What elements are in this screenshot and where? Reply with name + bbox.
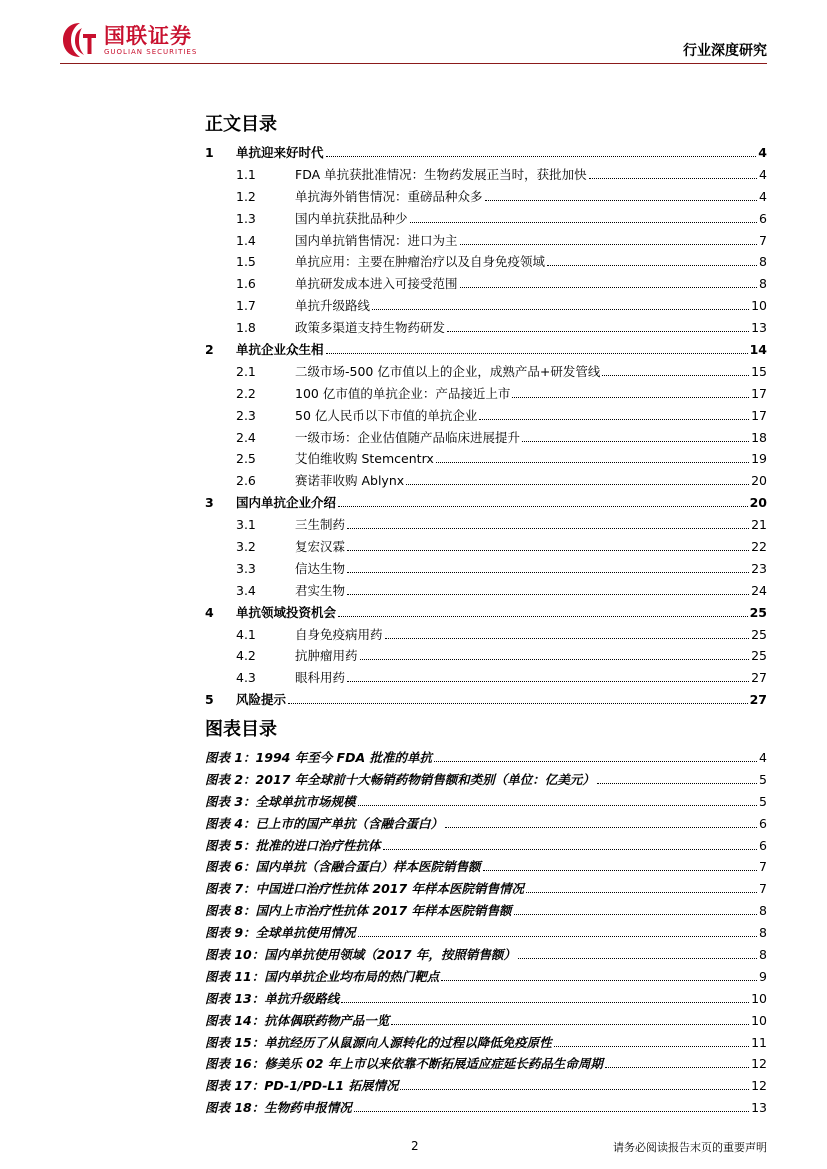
toc-entry-number: 3.4	[236, 582, 256, 598]
toc-entry-number: 1.4	[236, 232, 256, 248]
toc-entry-page: 15	[751, 363, 767, 379]
logo-english-name: GUOLIAN SECURITIES	[104, 47, 198, 56]
figure-entry-title: 图表 14：抗体偶联药物产品一览	[205, 1012, 390, 1028]
toc-entry-page: 14	[749, 342, 767, 358]
dot-leader	[347, 594, 749, 595]
toc-entry[interactable]	[205, 690, 767, 712]
toc-entry[interactable]	[205, 668, 767, 690]
toc-entry[interactable]	[205, 274, 767, 296]
figure-entry-title: 图表 17：PD-1/PD-L1 拓展情况	[205, 1078, 399, 1094]
dot-leader	[347, 681, 749, 682]
figure-entry-page: 12	[751, 1056, 767, 1072]
toc-entry-title: 艾伯维收购 Stemcentrx	[295, 451, 434, 467]
figure-entry[interactable]	[205, 1054, 767, 1076]
toc-entry-number: 1.7	[236, 298, 256, 314]
toc-entry-title: 国内单抗企业介绍	[236, 495, 337, 511]
toc-entry-title: 赛诺菲收购 Ablynx	[295, 473, 405, 489]
dot-leader	[512, 397, 749, 398]
disclaimer-note: 请务必阅读报告末页的重要声明	[613, 1141, 767, 1154]
toc-entry-number: 1	[205, 145, 214, 160]
dot-leader	[597, 783, 757, 784]
toc-entry-number: 2	[205, 342, 214, 358]
dot-leader	[441, 980, 757, 981]
dot-leader	[288, 703, 748, 704]
dot-leader	[445, 827, 757, 828]
figure-entry-page: 6	[759, 815, 767, 831]
dot-leader	[347, 572, 749, 573]
toc-entry[interactable]	[205, 603, 767, 625]
figure-entry[interactable]	[205, 1011, 767, 1033]
dot-leader	[347, 550, 749, 551]
figure-entry-page: 9	[759, 968, 767, 984]
dot-leader	[605, 1067, 749, 1068]
dot-leader	[447, 331, 749, 332]
figure-entry-title: 图表 4：已上市的国产单抗（含融合蛋白）	[205, 815, 444, 831]
toc-entry-page: 17	[751, 407, 767, 423]
figure-entry-page: 8	[759, 947, 767, 963]
dot-leader	[460, 244, 758, 245]
toc-entry-page: 18	[751, 429, 767, 445]
figure-entry-page: 11	[751, 1034, 767, 1050]
toc-entry[interactable]	[205, 209, 767, 231]
toc-entry-page: 25	[751, 626, 767, 642]
toc-entry-page: 7	[759, 232, 767, 248]
figure-entry-page: 5	[759, 771, 767, 787]
figure-entry-title: 图表 7：中国进口治疗性抗体 2017 年样本医院销售情况	[205, 881, 525, 897]
toc-entry-number: 3	[205, 495, 214, 511]
dot-leader	[518, 958, 757, 959]
figure-entry[interactable]	[205, 814, 767, 836]
dot-leader	[406, 484, 749, 485]
figure-list-heading: 图表目录	[205, 719, 277, 740]
toc-entry-page: 19	[751, 451, 767, 467]
toc-entry-page: 27	[749, 692, 767, 708]
toc-entry-page: 10	[751, 298, 767, 314]
toc-entry-title: 一级市场：企业估值随产品临床进展提升	[295, 429, 521, 445]
dot-leader	[383, 849, 757, 850]
figure-entry-page: 10	[751, 1012, 767, 1028]
company-logo	[60, 20, 197, 60]
table-of-contents	[205, 143, 767, 712]
toc-entry-title: 复宏汉霖	[295, 539, 346, 555]
figure-entry-title: 图表 3：全球单抗市场规模	[205, 793, 356, 809]
toc-entry-title: 国内单抗销售情况：进口为主	[295, 232, 458, 248]
dot-leader	[347, 528, 749, 529]
toc-entry-number: 1.8	[236, 320, 256, 336]
toc-entry-title: 三生制药	[295, 517, 346, 533]
toc-entry-number: 3.3	[236, 560, 256, 576]
dot-leader	[400, 1089, 749, 1090]
dot-leader	[526, 892, 757, 893]
dot-leader	[514, 914, 758, 915]
figure-list	[205, 748, 767, 1120]
toc-entry-number: 4.2	[236, 648, 256, 664]
toc-entry[interactable]	[205, 493, 767, 515]
toc-entry-number: 2.3	[236, 407, 256, 423]
figure-entry-page: 10	[751, 990, 767, 1006]
toc-entry-title: 单抗升级路线	[295, 298, 371, 314]
toc-entry-page: 17	[751, 385, 767, 401]
toc-entry-page: 21	[751, 517, 767, 533]
logo-chinese-name: 国联证券	[104, 23, 192, 48]
toc-entry-number: 3.2	[236, 539, 256, 555]
toc-entry-title: 风险提示	[236, 692, 287, 708]
toc-entry-title: 国内单抗获批品种少	[295, 210, 408, 226]
figure-entry-title: 图表 13：单抗升级路线	[205, 990, 340, 1006]
dot-leader	[483, 870, 757, 871]
dot-leader	[338, 506, 748, 507]
dot-leader	[358, 936, 757, 937]
dot-leader	[522, 441, 749, 442]
toc-entry-title: 单抗应用：主要在肿瘤治疗以及自身免疫领域	[295, 254, 546, 270]
figure-entry[interactable]	[205, 857, 767, 879]
toc-entry-title: 100 亿市值的单抗企业：产品接近上市	[295, 385, 511, 401]
dot-leader	[326, 353, 748, 354]
dot-leader	[385, 638, 750, 639]
toc-entry-number: 1.2	[236, 188, 256, 204]
toc-entry-number: 1.5	[236, 254, 256, 270]
dot-leader	[372, 309, 749, 310]
toc-entry-page: 20	[749, 495, 767, 511]
figure-entry-page: 7	[759, 881, 767, 897]
toc-entry[interactable]	[205, 143, 767, 165]
toc-entry-page: 4	[759, 166, 767, 182]
toc-entry[interactable]	[205, 165, 767, 187]
figure-entry-title: 图表 9：全球单抗使用情况	[205, 925, 356, 941]
dot-leader	[554, 1046, 749, 1047]
figure-entry-title: 图表 2：2017 年全球前十大畅销药物销售额和类别（单位：亿美元）	[205, 771, 595, 787]
toc-entry-page: 6	[759, 210, 767, 226]
toc-entry[interactable]	[205, 384, 767, 406]
toc-entry-page: 13	[751, 320, 767, 336]
guolian-logo-icon	[60, 20, 100, 60]
figure-entry[interactable]	[205, 1098, 767, 1120]
toc-entry-page: 22	[751, 539, 767, 555]
toc-entry-number: 1.6	[236, 276, 256, 292]
toc-entry-title: 自身免疫病用药	[295, 626, 383, 642]
figure-entry-page: 12	[751, 1078, 767, 1094]
toc-entry[interactable]	[205, 449, 767, 471]
toc-entry-number: 1.3	[236, 210, 256, 226]
toc-entry-title: 单抗海外销售情况：重磅品种众多	[295, 188, 483, 204]
toc-entry-page: 20	[751, 473, 767, 489]
figure-entry[interactable]	[205, 989, 767, 1011]
toc-entry-number: 2.4	[236, 429, 256, 445]
toc-entry-number: 4.3	[236, 670, 256, 686]
dot-leader	[460, 287, 758, 288]
toc-entry[interactable]	[205, 471, 767, 493]
figure-entry-page: 7	[759, 859, 767, 875]
toc-entry-page: 24	[751, 582, 767, 598]
toc-entry-title: 抗肿瘤用药	[295, 648, 358, 664]
toc-entry[interactable]	[205, 428, 767, 450]
toc-entry[interactable]	[205, 362, 767, 384]
toc-entry[interactable]	[205, 581, 767, 603]
figure-entry-title: 图表 16：修美乐 02 年上市以来依靠不断拓展适应症延长药品生命周期	[205, 1056, 603, 1072]
figure-entry-page: 8	[759, 925, 767, 941]
toc-entry[interactable]	[205, 646, 767, 668]
figure-entry-title: 图表 18：生物药申报情况	[205, 1100, 352, 1116]
figure-entry-title: 图表 10：国内单抗使用领域（2017 年，按照销售额）	[205, 947, 516, 963]
figure-entry[interactable]	[205, 792, 767, 814]
dot-leader	[436, 462, 749, 463]
figure-entry[interactable]	[205, 770, 767, 792]
toc-entry-page: 27	[751, 670, 767, 686]
toc-entry[interactable]	[205, 537, 767, 559]
figure-entry-title: 图表 1：1994 年至今 FDA 批准的单抗	[205, 750, 432, 765]
dot-leader	[326, 156, 757, 157]
figure-entry-page: 4	[759, 750, 767, 765]
toc-entry[interactable]	[205, 515, 767, 537]
toc-entry[interactable]	[205, 231, 767, 253]
dot-leader	[434, 761, 757, 762]
toc-entry-page: 8	[759, 276, 767, 292]
toc-entry[interactable]	[205, 252, 767, 274]
dot-leader	[358, 805, 757, 806]
toc-entry-number: 3.1	[236, 517, 256, 533]
figure-entry-title: 图表 8：国内上市治疗性抗体 2017 年样本医院销售额	[205, 903, 512, 919]
toc-entry[interactable]	[205, 318, 767, 340]
toc-entry-page: 25	[751, 648, 767, 664]
toc-entry-number: 5	[205, 692, 214, 708]
figure-entry[interactable]	[205, 1076, 767, 1098]
toc-entry[interactable]	[205, 187, 767, 209]
toc-entry-title: FDA 单抗获批准情况：生物药发展正当时，获批加快	[295, 166, 587, 182]
figure-entry-title: 图表 11：国内单抗企业均布局的热门靶点	[205, 968, 440, 984]
dot-leader	[602, 375, 749, 376]
toc-entry-number: 2.2	[236, 385, 256, 401]
toc-entry-page: 4	[758, 145, 767, 160]
toc-entry-page: 25	[749, 604, 767, 620]
toc-entry-title: 二级市场-500 亿市值以上的企业，成熟产品+研发管线	[295, 363, 601, 379]
toc-entry[interactable]	[205, 296, 767, 318]
header-divider	[60, 63, 767, 64]
figure-entry-page: 5	[759, 793, 767, 809]
toc-entry-title: 信达生物	[295, 560, 346, 576]
figure-entry[interactable]	[205, 967, 767, 989]
dot-leader	[354, 1111, 749, 1112]
toc-entry-page: 23	[751, 560, 767, 576]
figure-entry-page: 8	[759, 903, 767, 919]
toc-entry-title: 单抗迎来好时代	[236, 145, 324, 160]
toc-entry-title: 政策多渠道支持生物药研发	[295, 320, 446, 336]
figure-entry[interactable]	[205, 945, 767, 967]
toc-entry-page: 8	[759, 254, 767, 270]
dot-leader	[360, 659, 750, 660]
dot-leader	[338, 616, 748, 617]
toc-entry[interactable]	[205, 406, 767, 428]
toc-entry[interactable]	[205, 340, 767, 362]
figure-entry[interactable]	[205, 923, 767, 945]
toc-entry[interactable]	[205, 625, 767, 647]
figure-entry[interactable]	[205, 1033, 767, 1055]
toc-entry-page: 4	[759, 188, 767, 204]
dot-leader	[589, 178, 757, 179]
toc-heading: 正文目录	[205, 114, 277, 135]
figure-entry-page: 13	[751, 1100, 767, 1116]
page-number: 2	[411, 1139, 419, 1153]
dot-leader	[410, 222, 758, 223]
toc-entry-number: 4.1	[236, 626, 256, 642]
toc-entry-number: 2.6	[236, 473, 256, 489]
toc-entry-title: 君实生物	[295, 582, 346, 598]
toc-entry[interactable]	[205, 559, 767, 581]
toc-entry-title: 单抗企业众生相	[236, 342, 324, 358]
dot-leader	[479, 419, 749, 420]
dot-leader	[547, 265, 757, 266]
dot-leader	[391, 1024, 749, 1025]
figure-entry-page: 6	[759, 837, 767, 853]
toc-entry-number: 2.1	[236, 363, 256, 379]
figure-entry-title: 图表 15：单抗经历了从鼠源向人源转化的过程以降低免疫原性	[205, 1034, 552, 1050]
toc-entry-title: 单抗研发成本进入可接受范围	[295, 276, 458, 292]
toc-entry-number: 1.1	[236, 166, 256, 182]
figure-entry[interactable]	[205, 836, 767, 858]
figure-entry[interactable]	[205, 748, 767, 770]
toc-entry-title: 单抗领域投资机会	[236, 604, 337, 620]
figure-entry-title: 图表 6：国内单抗（含融合蛋白）样本医院销售额	[205, 859, 481, 875]
toc-entry-number: 2.5	[236, 451, 256, 467]
dot-leader	[485, 200, 758, 201]
figure-entry[interactable]	[205, 879, 767, 901]
toc-entry-title: 50 亿人民币以下市值的单抗企业	[295, 407, 478, 423]
toc-entry-number: 4	[205, 604, 214, 620]
dot-leader	[341, 1002, 749, 1003]
report-type: 行业深度研究	[683, 43, 767, 59]
figure-entry-title: 图表 5：批准的进口治疗性抗体	[205, 837, 381, 853]
figure-entry[interactable]	[205, 901, 767, 923]
toc-entry-title: 眼科用药	[295, 670, 346, 686]
